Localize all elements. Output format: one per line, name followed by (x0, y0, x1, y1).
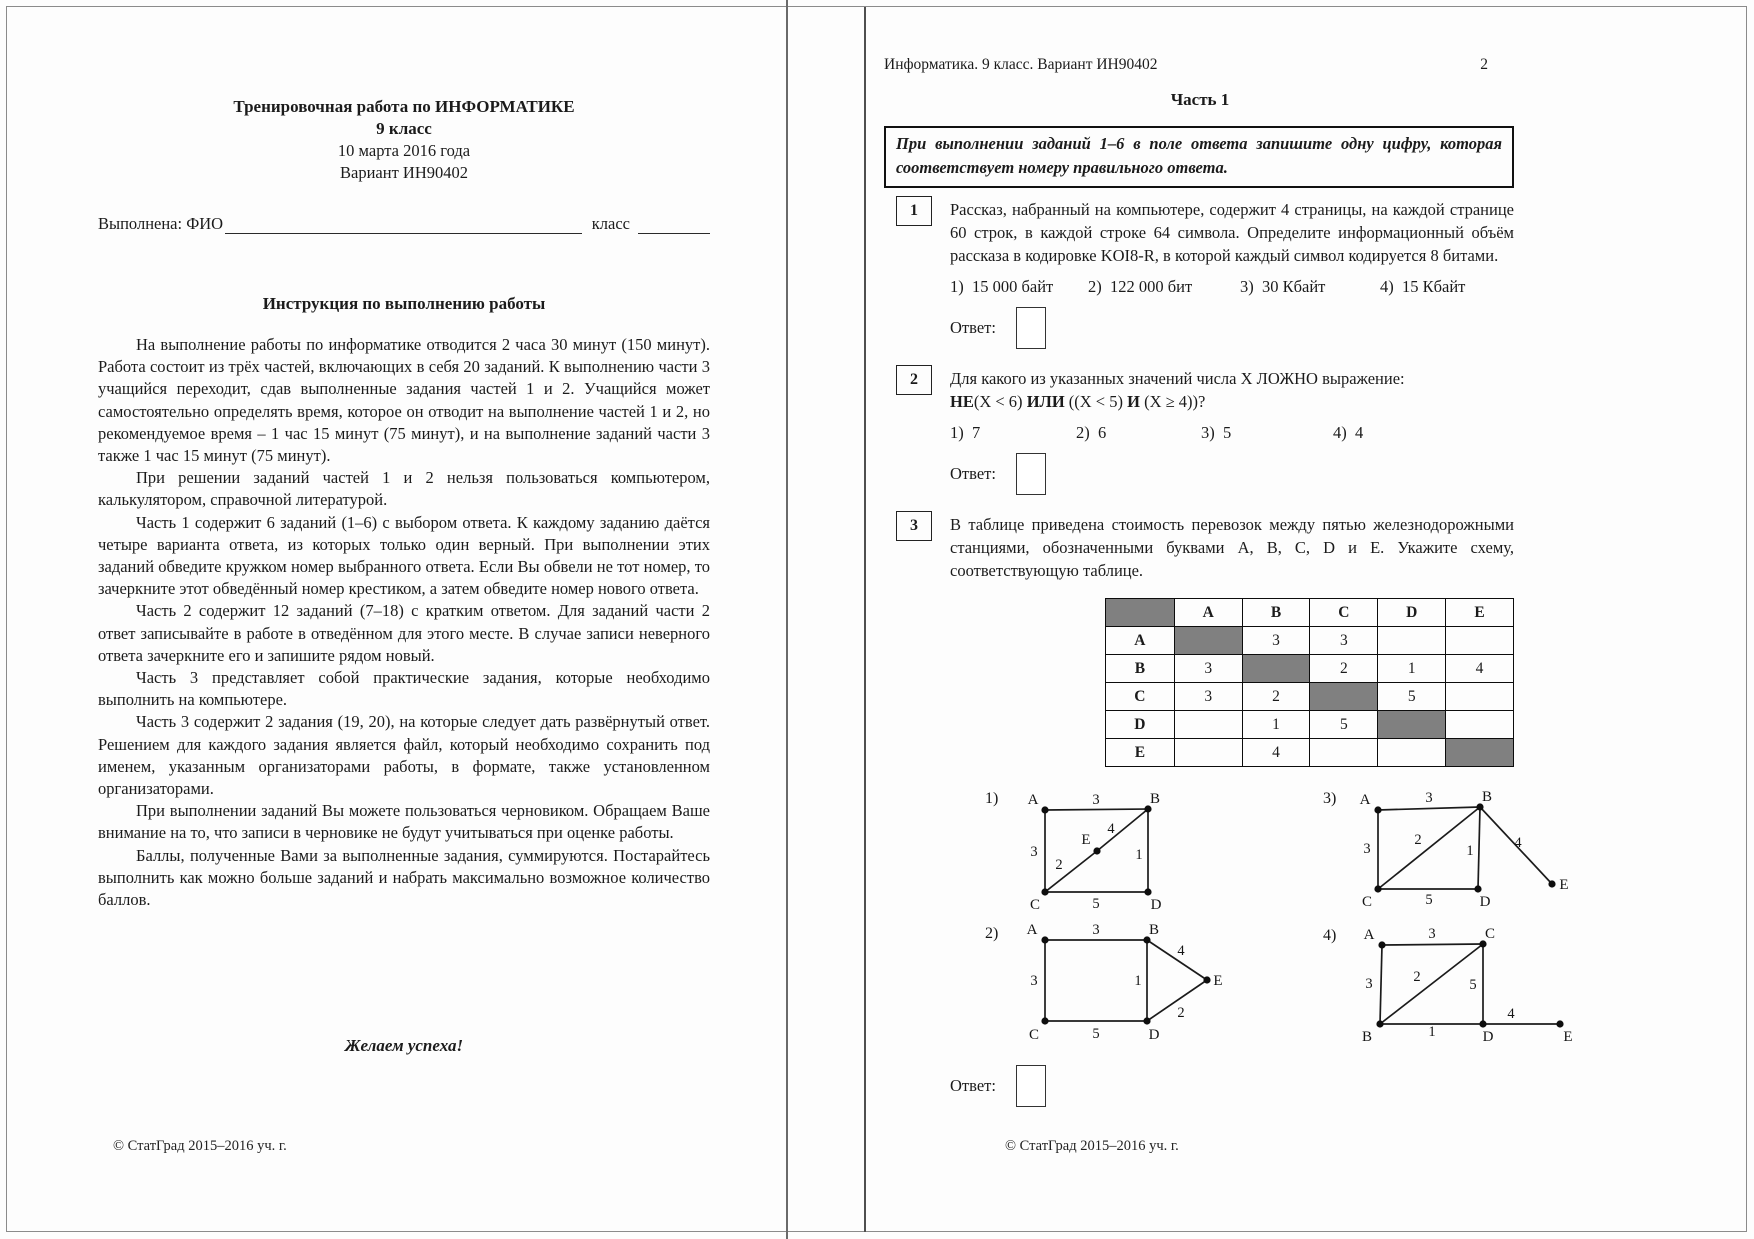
running-header-text: Информатика. 9 класс. Вариант ИН90402 (884, 56, 1158, 73)
table-row (1106, 627, 1514, 655)
table-value-cell: 3 (1174, 683, 1242, 711)
svg-text:3: 3 (1425, 790, 1433, 806)
svg-text:3): 3) (1323, 790, 1337, 807)
svg-text:5: 5 (1092, 1026, 1100, 1042)
instruction-paragraph: При выполнении заданий Вы можете пользоваться черновиком. Обращаем Ваше внимание на то, что записи в черновике не будут учитываться при оценке работы. (98, 801, 710, 843)
svg-text:D: D (1482, 1029, 1494, 1045)
name-underline (225, 230, 582, 234)
table-diagonal-cell (1378, 711, 1446, 739)
question-1-options (950, 277, 1514, 297)
question-2-options (950, 423, 1514, 443)
part-title: Часть 1 (1170, 90, 1230, 109)
table-row (1106, 683, 1514, 711)
question-1 (884, 198, 1516, 351)
table-value-cell: 2 (1242, 683, 1310, 711)
instruction-paragraph: Часть 3 представляет собой практические задания, которые необходимо выполнить на компьютере. (98, 668, 710, 710)
svg-text:B: B (1148, 922, 1160, 938)
table-col-header: D (1378, 599, 1446, 627)
formula-part: (X ≥ 4))? (1139, 392, 1206, 411)
svg-text:E: E (1081, 832, 1091, 848)
date-line: 10 марта 2016 года (337, 141, 471, 160)
formula-part: НЕ (950, 392, 974, 411)
questions (884, 198, 1573, 1109)
question-3-number-box: 3 (896, 511, 932, 541)
page-spine-line (864, 7, 866, 1232)
svg-text:4): 4) (1323, 927, 1337, 944)
question-2-formula (950, 390, 1514, 413)
instruction-paragraph: При решении заданий частей 1 и 2 нельзя пользоваться компьютером, калькулятором, справочной литературой. (98, 468, 710, 510)
table-col-header: C (1310, 599, 1378, 627)
svg-text:B: B (1149, 791, 1161, 807)
svg-text:A: A (1027, 792, 1039, 808)
formula-part: ((X < 5) (1064, 392, 1128, 411)
question-3-content (950, 513, 1573, 1109)
answer-option: 4) 4 (1333, 423, 1364, 442)
scheme-diagrams (950, 787, 1573, 1049)
answer-box (1016, 307, 1046, 349)
instruction-paragraph: Часть 2 содержит 12 заданий (7–18) с кратким ответом. Для заданий части 2 ответ записывайте в работе в отведённом для этого месте. В случае записи неверного ответа зачеркните его и запишите рядом новый. (98, 601, 710, 665)
table-diagonal-cell (1242, 655, 1310, 683)
variant-line: Вариант ИН90402 (340, 163, 468, 182)
name-class-line (98, 214, 710, 234)
answer-option: 1) 15 000 байт (950, 277, 1054, 296)
cost-table (1105, 598, 1514, 767)
svg-text:1: 1 (1466, 843, 1474, 859)
svg-text:C: C (1361, 894, 1373, 910)
scheme-option-2 (985, 922, 1223, 1043)
svg-text:3: 3 (1030, 973, 1038, 989)
table-value-cell (1446, 711, 1514, 739)
svg-text:1): 1) (985, 790, 999, 807)
scheme-option-3 (1323, 789, 1569, 910)
svg-text:1: 1 (1428, 1024, 1436, 1040)
instruction-paragraph: Баллы, полученные Вами за выполненные задания, суммируются. Постарайтесь выполнить как можно больше заданий и набрать максимально возможное количество баллов. (98, 845, 710, 910)
table-value-cell (1174, 711, 1242, 739)
running-header (884, 56, 1516, 74)
svg-text:3: 3 (1363, 841, 1371, 857)
question-1-number-box: 1 (896, 196, 932, 226)
page-seam-line (786, 0, 788, 1239)
svg-text:B: B (1481, 789, 1493, 805)
svg-text:5: 5 (1092, 896, 1100, 912)
svg-text:C: C (1484, 926, 1496, 942)
scheme-option-1 (985, 790, 1162, 913)
question-3-answer-row (950, 1063, 1514, 1109)
svg-text:4: 4 (1107, 821, 1115, 837)
table-row-header: C (1106, 683, 1175, 711)
table-diagonal-cell (1310, 683, 1378, 711)
table-row-header: B (1106, 655, 1175, 683)
answer-label: Ответ: (950, 1076, 996, 1095)
svg-text:A: A (1026, 922, 1038, 938)
table-value-cell (1446, 683, 1514, 711)
svg-text:E: E (1213, 973, 1223, 989)
answer-option: 3) 5 (1201, 423, 1232, 442)
answer-option: 4) 15 Кбайт (1380, 277, 1466, 296)
class-underline (638, 230, 710, 234)
work-title: Тренировочная работа по ИНФОРМАТИКЕ (233, 97, 575, 116)
answer-box (1016, 1065, 1046, 1107)
table-value-cell (1174, 739, 1242, 767)
page-number: 2 (1480, 56, 1488, 73)
instruction-heading: Инструкция по выполнению работы (262, 294, 546, 313)
table-value-cell: 2 (1310, 655, 1378, 683)
table-row (1106, 711, 1514, 739)
question-2 (884, 367, 1516, 497)
table-value-cell: 1 (1378, 655, 1446, 683)
copyright-footer-left: © СтатГрад 2015–2016 уч. г. (113, 1138, 287, 1154)
answer-label: Ответ: (950, 318, 996, 337)
table-value-cell (1310, 739, 1378, 767)
question-2-text: Для какого из указанных значений числа X ЛОЖНО выражение: (950, 369, 1405, 388)
answer-option: 2) 122 000 бит (1088, 277, 1193, 296)
table-value-cell (1378, 739, 1446, 767)
svg-text:A: A (1359, 792, 1371, 808)
instruction-paragraph: Часть 3 содержит 2 задания (19, 20), на которые следует дать развёрнутый ответ. Решением для каждого задания является файл, который необходимо сохранить под именем, указанным организаторами работы, в формате, также установленном организаторами. (98, 712, 710, 799)
svg-text:B: B (1361, 1029, 1373, 1045)
filled-by-label: Выполнена: ФИО (98, 214, 224, 233)
table-value-cell: 3 (1174, 655, 1242, 683)
question-2-number-box: 2 (896, 365, 932, 395)
svg-text:D: D (1479, 894, 1491, 910)
table-diagonal-cell (1446, 739, 1514, 767)
table-value-cell: 3 (1242, 627, 1310, 655)
svg-text:1: 1 (1135, 847, 1143, 863)
table-diagonal-cell (1174, 627, 1242, 655)
table-row (1106, 655, 1514, 683)
copyright-footer-right: © СтатГрад 2015–2016 уч. г. (1005, 1138, 1179, 1154)
table-row-header: E (1106, 739, 1175, 767)
table-value-cell: 1 (1242, 711, 1310, 739)
question-1-content (950, 198, 1514, 351)
instruction-paragraph: На выполнение работы по информатике отводится 2 часа 30 минут (150 минут). Работа состоит из трёх частей, включающих в себя 20 заданий. К выполнению части 3 учащийся переходит, сдав выполненные задания частей 1 и 2. Учащийся может самостоятельно определять время, которое он отводит на выполнение частей 1 и 2, но рекомендуемое время – 1 час 15 минут (75 минут), и на выполнение заданий части 3 также 1 час 15 минут (75 минут). (98, 335, 710, 466)
table-col-header: B (1242, 599, 1310, 627)
table-value-cell: 5 (1378, 683, 1446, 711)
question-1-text: Рассказ, набранный на компьютере, содержит 4 страницы, на каждой странице 60 строк, в каждой строке 64 символа. Определите информационный объём рассказа в кодировке KOI8-R, в которой каждый символ кодируется 8 битами. (950, 200, 1514, 265)
svg-text:5: 5 (1469, 977, 1477, 993)
scheme-option-4 (1323, 926, 1573, 1045)
question-1-answer-row (950, 305, 1514, 351)
table-value-cell (1378, 627, 1446, 655)
answer-option: 3) 30 Кбайт (1240, 277, 1326, 296)
svg-text:2: 2 (1177, 1005, 1185, 1021)
table-value-cell: 5 (1310, 711, 1378, 739)
answer-label: Ответ: (950, 464, 996, 483)
svg-text:D: D (1148, 1027, 1160, 1043)
svg-text:4: 4 (1507, 1006, 1515, 1022)
table-col-header: E (1446, 599, 1514, 627)
question-2-content (950, 367, 1514, 497)
table-value-cell: 3 (1310, 627, 1378, 655)
svg-text:C: C (1029, 897, 1041, 913)
svg-text:A: A (1363, 927, 1375, 943)
svg-text:E: E (1559, 877, 1569, 893)
page-2 (884, 0, 1573, 1239)
svg-text:1: 1 (1134, 973, 1142, 989)
scheme-diagrams-svg (955, 787, 1573, 1049)
page-1 (98, 0, 710, 1239)
svg-text:2: 2 (1055, 857, 1063, 873)
table-row-header: D (1106, 711, 1175, 739)
svg-text:D: D (1150, 897, 1162, 913)
svg-text:5: 5 (1425, 892, 1433, 908)
svg-text:3: 3 (1030, 844, 1038, 860)
svg-text:3: 3 (1428, 926, 1436, 942)
svg-text:2: 2 (1413, 969, 1421, 985)
question-3-text: В таблице приведена стоимость перевозок между пятью железнодорожными станциями, обозначенными буквами A, B, C, D и E. Укажите схему, соответствующую таблице. (950, 515, 1514, 580)
formula-part: ИЛИ (1026, 392, 1065, 411)
question-2-answer-row (950, 451, 1514, 497)
table-value-cell (1446, 627, 1514, 655)
table-corner-cell (1106, 599, 1175, 627)
table-value-cell: 4 (1446, 655, 1514, 683)
svg-text:3: 3 (1092, 922, 1100, 938)
svg-text:4: 4 (1514, 835, 1522, 851)
good-luck-line: Желаем успеха! (344, 1036, 464, 1055)
formula-part: (X < 6) (973, 392, 1027, 411)
svg-text:C: C (1028, 1027, 1040, 1043)
formula-part: И (1127, 392, 1140, 411)
instruction-paragraphs (98, 334, 710, 911)
class-label: класс (591, 214, 630, 233)
part-instruction-box: При выполнении заданий 1–6 в поле ответа запишите одну цифру, которая соответствует номеру правильного ответа. (884, 126, 1514, 188)
answer-option: 1) 7 (950, 423, 981, 442)
instruction-paragraph: Часть 1 содержит 6 заданий (1–6) с выбором ответа. К каждому заданию даётся четыре варианта ответа, из которых только один верный. При выполнении этих заданий обведите кружком номер выбранного ответа. Если Вы обвели не тот номер, то зачеркните этот обведённый номер крестиком, а затем обведите номер нового ответа. (98, 512, 710, 599)
title-block (98, 96, 710, 184)
answer-box (1016, 453, 1046, 495)
svg-text:3: 3 (1092, 792, 1100, 808)
svg-text:4: 4 (1177, 943, 1185, 959)
table-row (1106, 739, 1514, 767)
table-value-cell: 4 (1242, 739, 1310, 767)
svg-text:2: 2 (1414, 832, 1422, 848)
table-col-header: A (1174, 599, 1242, 627)
svg-text:3: 3 (1365, 976, 1373, 992)
svg-text:2): 2) (985, 925, 999, 942)
question-3 (884, 513, 1573, 1109)
grade-line: 9 класс (376, 119, 432, 138)
table-row-header: A (1106, 627, 1175, 655)
svg-text:E: E (1563, 1029, 1573, 1045)
answer-option: 2) 6 (1076, 423, 1107, 442)
